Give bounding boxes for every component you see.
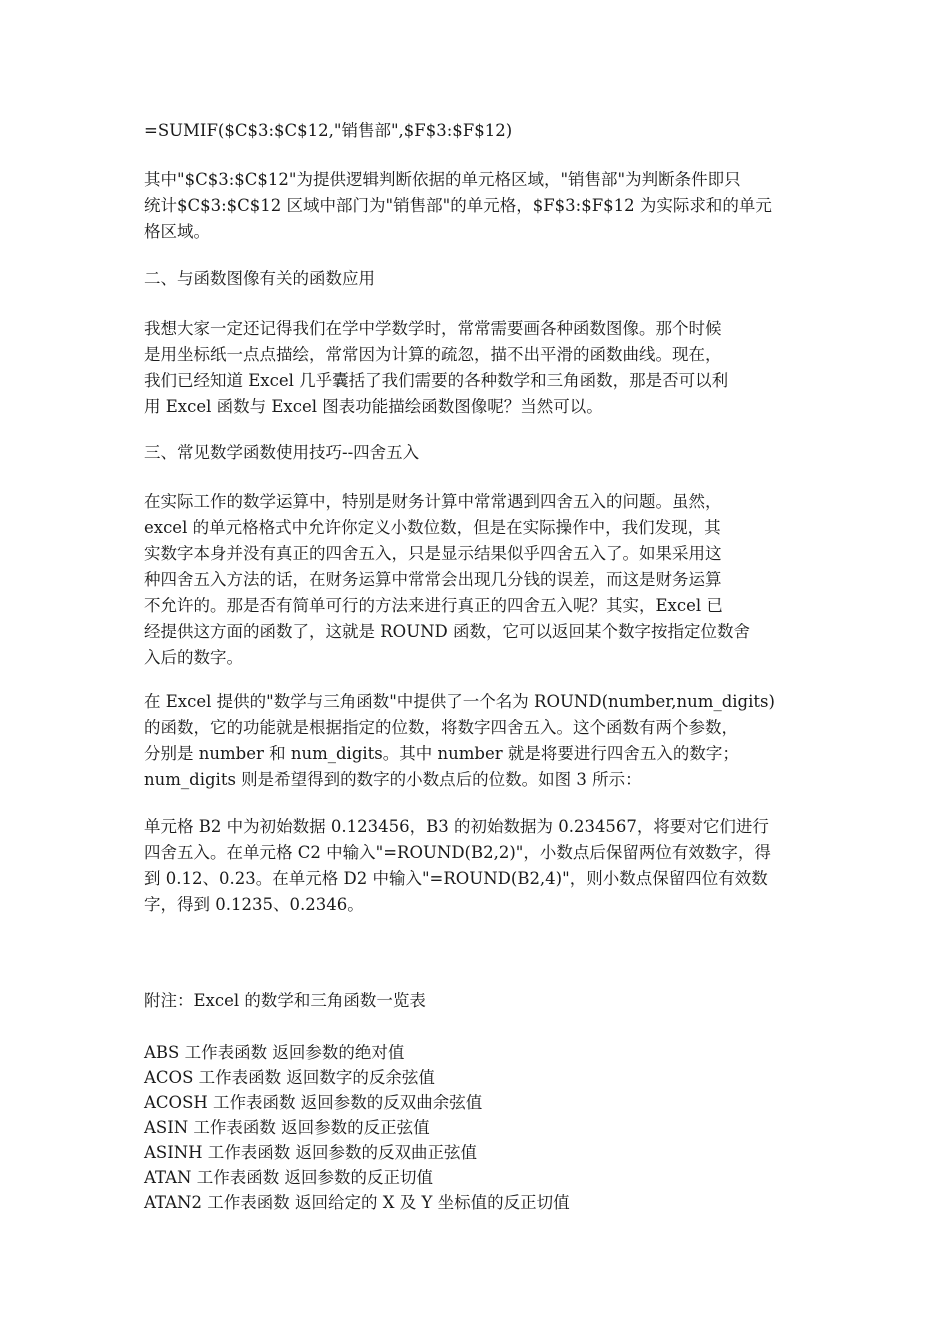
heading-text: 附注：Excel 的数学和三角函数一览表 [144,991,426,1010]
text-line: 用 Excel 函数与 Excel 图表功能描绘函数图像呢？当然可以。 [144,397,603,416]
list-item: ABS 工作表函数 返回参数的绝对值 [144,1043,405,1062]
text-line: 在 Excel 提供的"数学与三角函数"中提供了一个名为 ROUND(number,num_digits) [144,692,775,711]
text-line: 入后的数字。 [144,648,243,667]
section-heading-3 [144,440,820,466]
text-line: 单元格 B2 中为初始数据 0.123456，B3 的初始数据为 0.234567，将要对它们进行 [144,817,769,836]
text-line: 种四舍五入方法的话，在财务运算中常常会出现几分钱的误差，而这是财务运算 [144,570,722,589]
heading-text: 二、与函数图像有关的函数应用 [144,269,375,288]
paragraph-round-function [144,689,820,793]
text-line: 到 0.12、0.23。在单元格 D2 中输入"=ROUND(B2,4)"，则小数点保留四位有效数 [144,869,768,888]
sumif-formula [144,118,820,144]
list-item: ATAN2 工作表函数 返回给定的 X 及 Y 坐标值的反正切值 [144,1193,570,1212]
text-line: 统计$C$3:$C$12 区域中部门为"销售部"的单元格，$F$3:$F$12 为实际求和的单元 [144,196,772,215]
text-line: 实数字本身并没有真正的四舍五入，只是显示结果似乎四舍五入了。如果采用这 [144,544,722,563]
text-line: 经提供这方面的函数了，这就是 ROUND 函数，它可以返回某个数字按指定位数舍 [144,622,751,641]
text-line: 我想大家一定还记得我们在学中学数学时，常常需要画各种函数图像。那个时候 [144,319,722,338]
heading-text: 三、常见数学函数使用技巧--四舍五入 [144,443,420,462]
paragraph-rounding-problem [144,489,820,671]
paragraph-function-graphs [144,316,820,420]
text-line: 字，得到 0.1235、0.2346。 [144,895,364,914]
list-item: ACOS 工作表函数 返回数字的反余弦值 [144,1068,435,1087]
text-line: num_digits 则是希望得到的数字的小数点后的位数。如图 3 所示： [144,770,642,789]
text-line: 是用坐标纸一点点描绘，常常因为计算的疏忽，描不出平滑的函数曲线。现在， [144,345,722,364]
text-line: 的函数，它的功能就是根据指定的位数，将数字四舍五入。这个函数有两个参数， [144,718,738,737]
text-line: 格区域。 [144,222,210,241]
text-line: 其中"$C$3:$C$12"为提供逻辑判断依据的单元格区域，"销售部"为判断条件即只 [144,170,741,189]
text-line: 不允许的。那是否有简单可行的方法来进行真正的四舍五入呢？其实，Excel 已 [144,596,723,615]
paragraph-round-example [144,814,820,918]
paragraph-sumif-explanation [144,167,820,245]
list-item: ACOSH 工作表函数 返回参数的反双曲余弦值 [144,1093,483,1112]
appendix-title [144,988,820,1014]
text-line: 分别是 number 和 num_digits。其中 number 就是将要进行四舍五入的数字； [144,744,739,763]
text-line: excel 的单元格格式中允许你定义小数位数，但是在实际操作中，我们发现，其 [144,518,721,537]
section-heading-2 [144,266,820,292]
list-item: ASIN 工作表函数 返回参数的反正弦值 [144,1118,430,1137]
list-item: ASINH 工作表函数 返回参数的反双曲正弦值 [144,1143,478,1162]
list-item: ATAN 工作表函数 返回参数的反正切值 [144,1168,433,1187]
formula-line: =SUMIF($C$3:$C$12,"销售部",$F$3:$F$12) [144,121,513,140]
text-line: 四舍五入。在单元格 C2 中输入"=ROUND(B2,2)"，小数点后保留两位有效数字，得 [144,843,771,862]
text-line: 在实际工作的数学运算中，特别是财务计算中常常遇到四舍五入的问题。虽然， [144,492,722,511]
math-function-list [144,1040,820,1215]
text-line: 我们已经知道 Excel 几乎囊括了我们需要的各种数学和三角函数，那是否可以利 [144,371,729,390]
